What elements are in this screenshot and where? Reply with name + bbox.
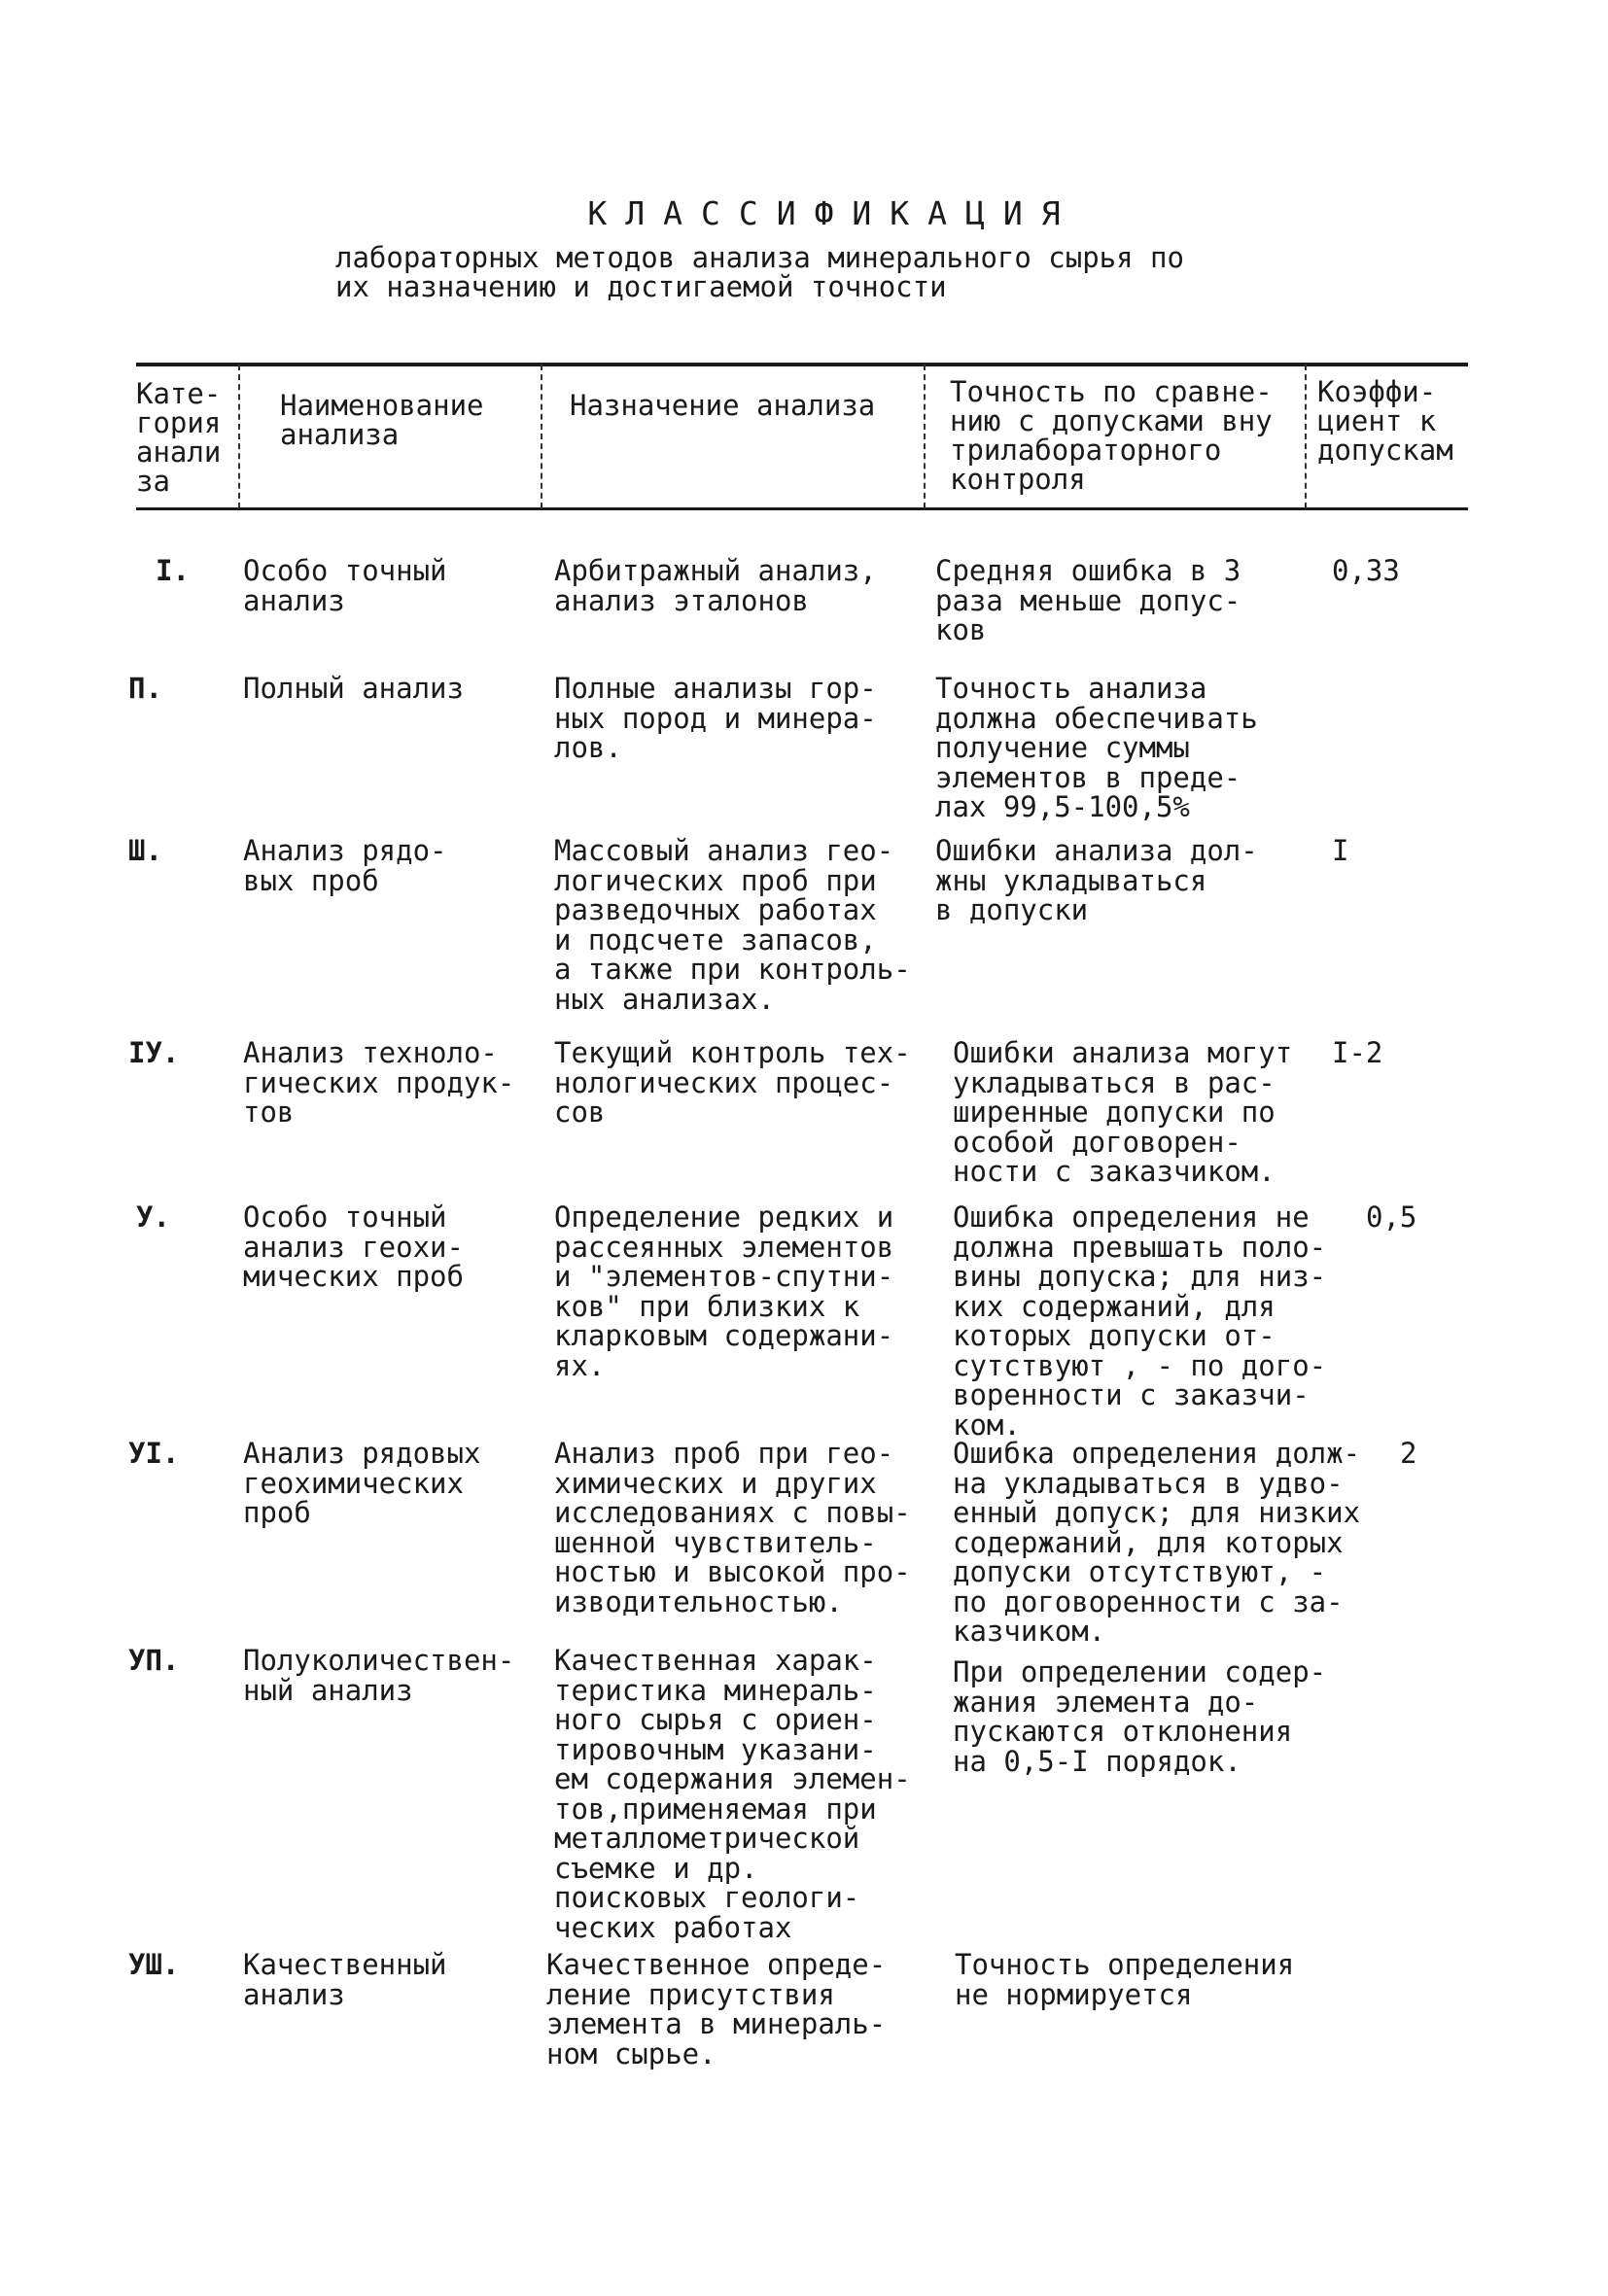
column-separator	[1305, 365, 1307, 508]
column-separator	[924, 365, 926, 508]
row-name: Анализ техноло- гических продук- тов	[243, 1036, 515, 1129]
row-category: I.	[156, 554, 190, 587]
row-coefficient: 0,33	[1332, 554, 1400, 587]
row-purpose: Качественное опреде- ление присутствия элемента в минераль- ном сырье.	[546, 1948, 887, 2070]
row-accuracy: Точность определения не нормируется	[955, 1948, 1295, 2011]
row-accuracy: При определении содер- жания элемента до- пускаются отклонения на 0,5-I порядок.	[953, 1655, 1327, 1778]
table-header-rule	[136, 507, 1468, 510]
row-accuracy: Ошибки анализа могут укладываться в рас- ширенные допуски по особой договорен- ности с заказчиком.	[953, 1036, 1293, 1188]
row-name: Анализ рядо- вых проб	[243, 834, 447, 897]
row-category: IУ.	[128, 1036, 180, 1069]
row-category: УШ.	[128, 1948, 180, 1981]
row-name: Полуколичествен- ный анализ	[243, 1644, 515, 1707]
row-category: Ш.	[128, 834, 162, 867]
row-purpose: Текущий контроль тех- нологических процес- сов	[554, 1036, 911, 1129]
row-category: УI.	[128, 1437, 180, 1470]
table-top-rule	[136, 363, 1468, 366]
row-name: Анализ рядовых геохимических проб	[243, 1437, 481, 1529]
header-purpose: Назначение анализа	[570, 389, 876, 422]
row-purpose: Качественная харак- теристика минераль- ного сырья с ориен- тировочным указани- ем содержания элемен- тов,применяемая при металлометрической съемке и др. поисковых геологи- ческих работах	[554, 1644, 911, 1944]
document-subtitle: лабораторных методов анализа минерального сырья по их назначению и достигаемой точности	[335, 241, 1184, 303]
column-separator	[541, 365, 542, 508]
row-name: Особо точный анализ геохи- мических проб	[243, 1200, 464, 1293]
row-name: Особо точный анализ	[243, 554, 447, 617]
column-separator	[238, 365, 240, 508]
row-purpose: Определение редких и рассеянных элементов и "элементов-спутни- ков" при близких к кларковым содержани- ях.	[554, 1200, 894, 1382]
header-name: Наименование анализа	[280, 389, 484, 451]
row-purpose: Арбитражный анализ, анализ эталонов	[554, 554, 877, 617]
row-coefficient: I	[1332, 834, 1349, 867]
row-accuracy: Ошибка определения долж- на укладываться в удво- енный допуск; для низких содержаний, для которых допуски отсутствуют, - по договоренности с за- казчиком.	[953, 1437, 1361, 1648]
row-coefficient: I-2	[1332, 1036, 1383, 1069]
row-name: Полный анализ	[243, 672, 464, 705]
row-accuracy: Ошибки анализа дол- жны укладываться в допуски	[935, 834, 1258, 926]
row-accuracy: Ошибка определения не должна превышать поло- вины допуска; для низ- ких содержаний, для которых допуски от- сутствуют , - по дого- воренности с заказчи- ком.	[953, 1200, 1327, 1442]
row-accuracy: Средняя ошибка в 3 раза меньше допус- ков	[935, 554, 1241, 646]
row-coefficient: 0,5	[1366, 1200, 1417, 1234]
row-coefficient: 2	[1400, 1437, 1417, 1470]
header-accuracy: Точность по сравне- нию с допусками вну трилабораторного контроля	[950, 375, 1273, 496]
row-purpose: Анализ проб при гео- химических и других исследованиях с повы- шенной чувствитель- ностью и высокой про- изводительностью.	[554, 1437, 911, 1618]
document-title: КЛАССИФИКАЦИЯ	[587, 194, 1079, 232]
header-category: Кате- гория анали за	[136, 377, 222, 498]
row-name: Качественный анализ	[243, 1948, 447, 2011]
header-coefficient: Коэффи- циент к допускам	[1317, 375, 1453, 467]
row-category: П.	[128, 672, 162, 705]
row-purpose: Массовый анализ гео- логических проб при разведочных работах и подсчете запасов, а также при контроль- ных анализах.	[554, 834, 911, 1016]
row-category: У.	[136, 1200, 170, 1234]
row-accuracy: Точность анализа должна обеспечивать получение суммы элементов в преде- лах 99,5-100,5%	[935, 672, 1258, 823]
row-category: УП.	[128, 1644, 180, 1677]
row-purpose: Полные анализы гор- ных пород и минера- лов.	[554, 672, 877, 764]
